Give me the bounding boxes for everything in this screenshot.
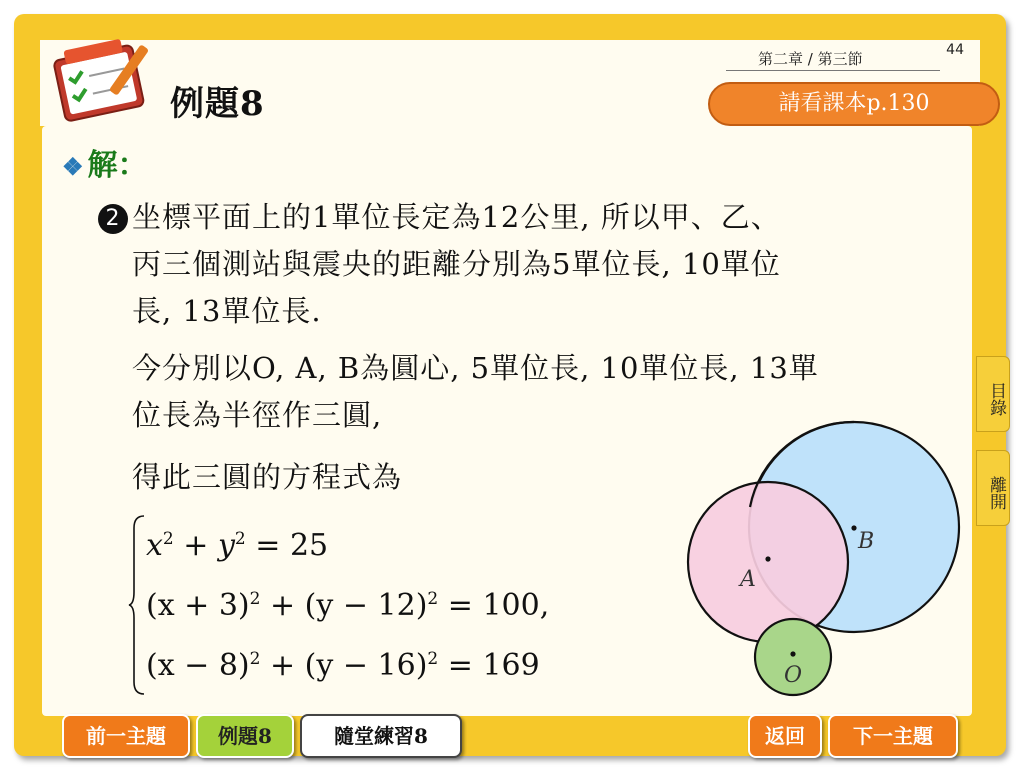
equation-system	[128, 514, 588, 696]
eq-term: + (y − 12)	[260, 588, 428, 623]
chapter-label: 第二章 / 第三節	[758, 50, 863, 68]
center-b-dot	[851, 525, 856, 530]
eq-exponent: 2	[249, 649, 261, 669]
equation-circle-a	[146, 588, 549, 623]
solution-line-text: 坐標平面上的1單位長定為12公里, 所以甲、乙、	[132, 200, 781, 234]
solution-line: 丙三個測站與震央的距離分別為5單位長, 10單位	[132, 247, 781, 281]
solution-paragraph-1	[98, 194, 781, 335]
three-circles-figure	[680, 420, 970, 710]
eq-term: (x − 8)	[146, 648, 250, 683]
practice-logo	[44, 34, 164, 124]
equation-circle-b	[146, 648, 540, 683]
exit-button[interactable]: 離開	[976, 450, 1010, 526]
label-o: O	[784, 663, 803, 688]
eq-term: (x + 3)	[146, 588, 250, 623]
prev-topic-button[interactable]: 前一主題	[62, 714, 190, 758]
eq-exponent: 2	[427, 589, 439, 609]
toc-button[interactable]: 目錄	[976, 356, 1010, 432]
center-o-dot	[790, 651, 795, 656]
item-number-badge: 2	[98, 204, 128, 234]
example-button[interactable]: 例題8	[196, 714, 294, 758]
solution-line: 今分別以O, A, B為圓心, 5單位長, 10單位長, 13單	[132, 351, 819, 385]
left-brace-icon	[128, 514, 146, 696]
solution-heading-text: 解：	[87, 148, 148, 183]
eq-rhs: = 25	[245, 528, 329, 563]
center-a-dot	[765, 556, 770, 561]
equation-circle-o	[146, 528, 328, 563]
chapter-tab	[726, 42, 964, 71]
diamond-bullet-icon: ❖	[62, 152, 84, 181]
exercise-button[interactable]: 隨堂練習8	[300, 714, 462, 758]
solution-paragraph-3: 得此三圓的方程式為	[132, 460, 403, 494]
solution-line: 長, 13單位長.	[132, 294, 322, 328]
page-number: 44	[946, 42, 964, 58]
label-b: B	[858, 529, 875, 554]
eq-exponent: 2	[162, 529, 174, 549]
eq-rhs: = 169	[438, 648, 540, 683]
eq-term: + (y − 16)	[260, 648, 428, 683]
next-topic-button[interactable]: 下一主題	[828, 714, 958, 758]
solution-heading	[62, 140, 148, 184]
solution-line	[98, 194, 781, 241]
back-button[interactable]: 返回	[748, 714, 822, 758]
circle-a	[688, 482, 848, 642]
eq-term: + y	[173, 528, 235, 563]
eq-exponent: 2	[427, 649, 439, 669]
see-textbook-callout: 請看課本p.130	[708, 82, 1000, 126]
page-title: 例題8	[170, 84, 265, 124]
solution-line: 位長為半徑作三圓,	[132, 398, 383, 432]
label-a: A	[740, 567, 756, 592]
eq-exponent: 2	[234, 529, 246, 549]
eq-term: x	[146, 528, 163, 563]
eq-exponent: 2	[249, 589, 261, 609]
eq-rhs: = 100,	[438, 588, 550, 623]
